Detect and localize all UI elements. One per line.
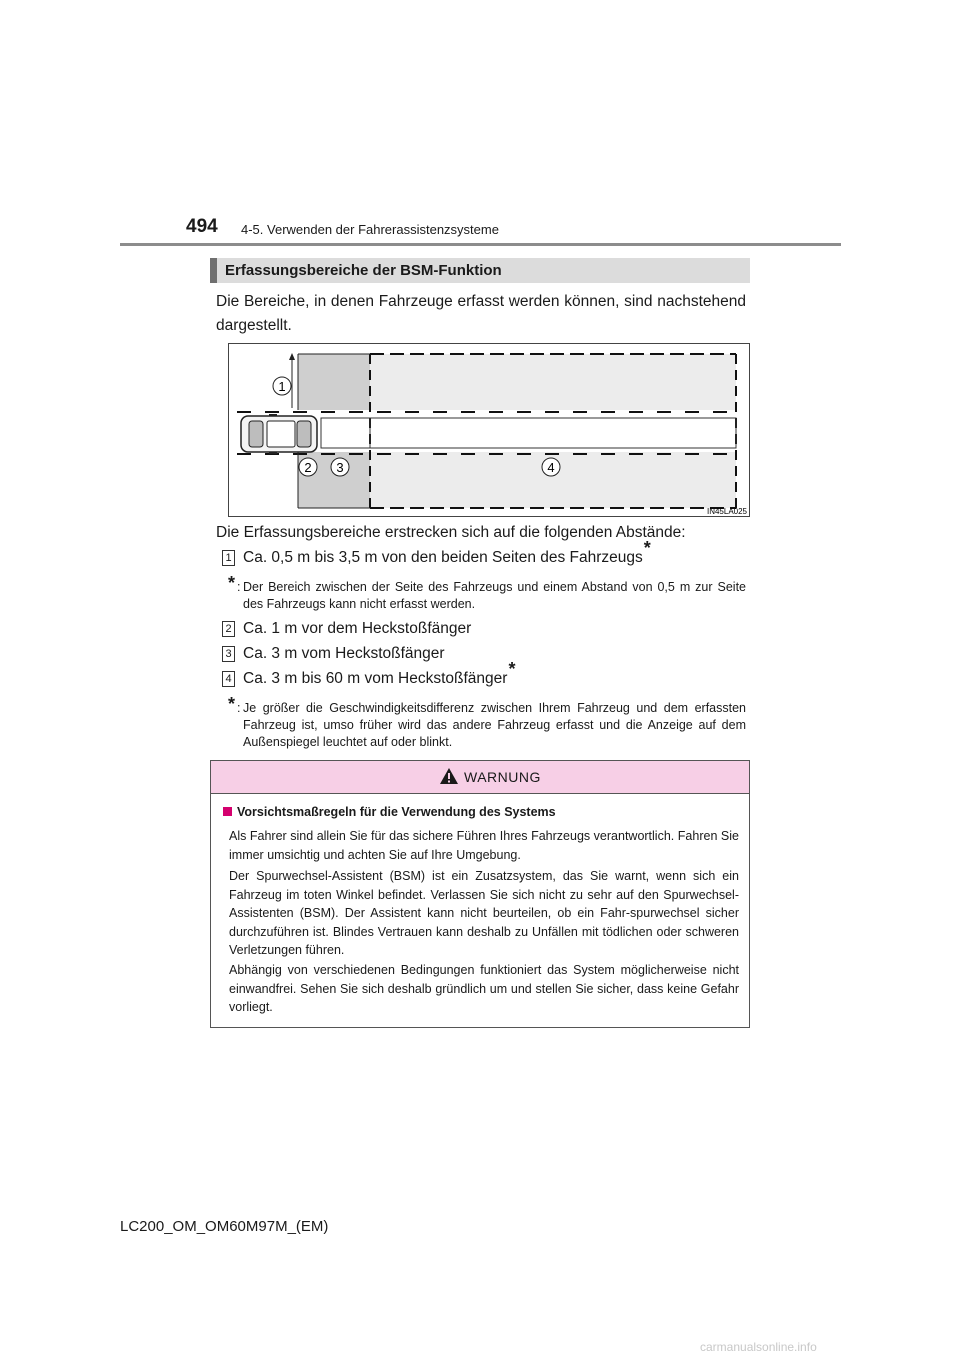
footnote-2-colon: : [237,701,241,715]
item-number-3: 3 [222,646,235,662]
callout-4 [542,458,560,476]
warning-box [210,760,750,1028]
item-text-1-label: Ca. 0,5 m bis 3,5 m von den beiden Seiten des Fahrzeugs [243,549,643,566]
warning-subheading-text: Vorsichtsmaßregeln für die Verwendung des Systems [237,805,556,819]
item-4-asterisk: * [508,658,516,679]
warning-header [211,761,749,794]
callout-1 [273,377,291,395]
section-heading [210,258,750,283]
watermark: carmanualsonline.info [700,1340,817,1354]
item-1-asterisk: * [643,537,651,558]
warning-paragraph-2: Der Spurwechsel-Assistent (BSM) ist ein Zusatzsystem, das Sie warnt, wenn sich ein Fahrzeug im toten Winkel befindet. Verlassen Sie sich nicht zu sehr auf den Spurwechsel-Assistenten (BSM). Der Assistent kann nicht beurteilen, ob ein Fahr-spurwechsel sicher durchzuführen ist. Blindes Vertrauen kann deshalb zu Unfällen mit tödlichen oder schweren Verletzungen führen. [229,869,739,957]
warning-title: WARNUNG [464,769,541,785]
item-number-4: 4 [222,671,235,687]
callout-2 [299,458,317,476]
footnote-1-star: * [228,573,236,593]
page-number: 494 [186,216,218,237]
intro-paragraph: Die Bereiche, in denen Fahrzeuge erfasst werden können, sind nachstehend dargestellt. [216,293,746,334]
footnote-1-colon: : [237,580,241,594]
zone-left-near [298,354,370,410]
svg-text:4: 4 [547,460,555,475]
section-title: 4-5. Verwenden der Fahrerassistenzsysteme [241,222,499,237]
footnote-1-text: Der Bereich zwischen der Seite des Fahrzeugs und einem Abstand von 0,5 m zur Seite des Fahrzeugs kann nicht erfasst werden. [243,580,746,611]
footnote-2-star: * [228,694,236,714]
footnote-1 [228,573,746,613]
warning-paragraph-3: Abhängig von verschiedenen Bedingungen funktioniert das System möglicherweise nicht einwandfrei. Sehen Sie sich deshalb gründlich um und stellen Sie sicher, dass keine Gefahr vorliegt. [229,963,739,1014]
warning-paragraph-1: Als Fahrer sind allein Sie für das sichere Führen Ihres Fahrzeugs verantwortlich. Fahren Sie immer umsichtig und achten Sie auf Ihre Umgebung. [229,829,739,862]
detection-area-figure [228,343,750,517]
section-heading-text: Erfassungsbereiche der BSM-Funktion [225,262,502,279]
distances-intro: Die Erfassungsbereiche erstrecken sich auf die folgenden Abstände: [216,524,686,541]
footnote-2-text: Je größer die Geschwindigkeitsdifferenz zwischen Ihrem Fahrzeug und dem erfassten Fahrzeug ist, umso früher wird das andere Fahrzeug erfasst und die Anzeige auf dem Außenspiegel leuchtet auf oder blinkt. [243,701,746,749]
item-number-2: 2 [222,621,235,637]
square-bullet-icon [223,807,232,816]
item-text-4 [243,658,516,688]
heading-accent [210,258,217,283]
svg-text:3: 3 [336,460,344,475]
figure-id-label: IN45LA025 [706,507,747,516]
callout-3 [331,458,349,476]
document-code: LC200_OM_OM60M97M_(EM) [120,1218,329,1235]
item-text-2: Ca. 1 m vor dem Heckstoßfänger [243,620,472,637]
svg-text:2: 2 [304,460,312,475]
warning-triangle-icon [439,767,459,785]
header-rule [120,243,841,246]
svg-text:1: 1 [278,379,286,394]
item-text-3: Ca. 3 m vom Heckstoßfänger [243,645,445,662]
warning-subheading [223,805,556,819]
item-number-1: 1 [222,550,235,566]
item-text-1 [243,537,651,567]
footnote-2 [228,694,746,751]
item-text-4-label: Ca. 3 m bis 60 m vom Heckstoßfänger [243,670,508,687]
detection-area-diagram [229,344,751,518]
vehicle-icon [241,415,317,453]
